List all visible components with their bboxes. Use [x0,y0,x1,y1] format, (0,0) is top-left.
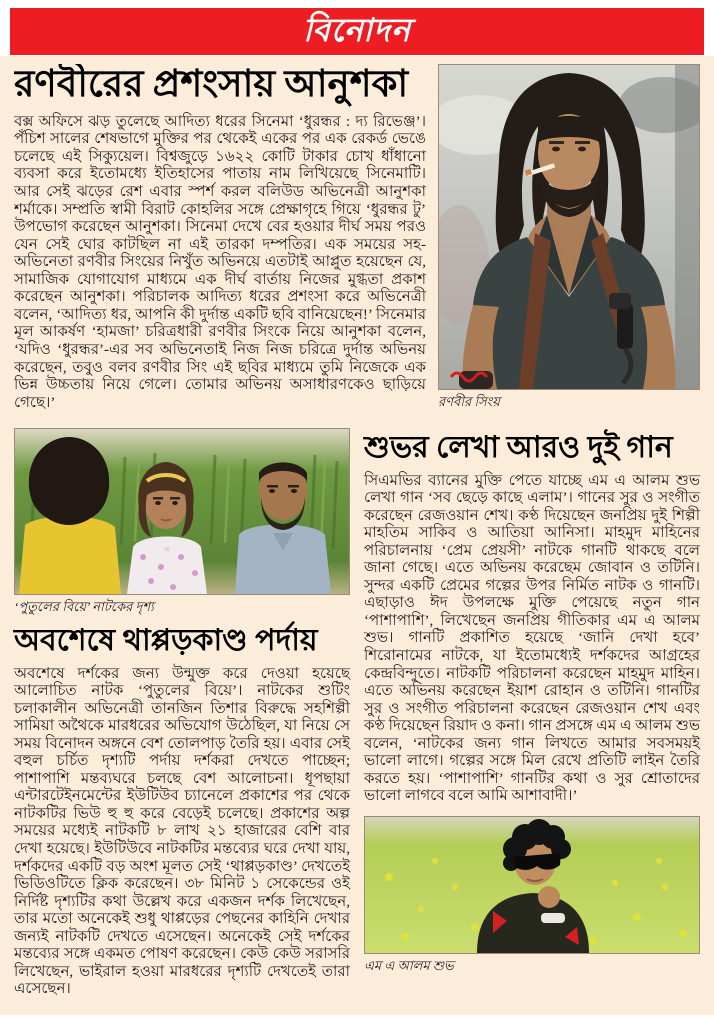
article-anushka-body: বক্স অফিসে ঝড় তুলেছে আদিত্য ধরের সিনেমা ‘ধুরন্ধর : দ্য রিভেঞ্জ’। পঁচিশ সালের শেষভাগে মুক্তির পর থেকেই একের পর এক রেকর্ড ভেঙে চলেছে এই সিক্যুয়েল। বিশ্বজুড়ে ১৬২২ কোটি টাকার চোখ ধাঁধানো ব্যবসা করে ইতোমধ্যে ইতিহাসের পাতায় নাম লিখিয়েছে সিনেমাটি। আর সেই ঝড়ের রেশ এবার স্পর্শ করল বলিউড অভিনেত্রী আনুশকা শর্মাকে। সম্প্রতি স্বামী বিরাট কোহলির সঙ্গে প্রেক্ষাগৃহে গিয়ে ‘ধুরন্ধর টু’ উপভোগ করেছেন আনুশকা। সিনেমা দেখে বের হওয়ার দীর্ঘ সময় পরও যেন সেই ঘোর কাটছিল না এই তারকা দম্পতির। এক সময়ের সহ-অভিনেতা রণবীর সিংয়ের নিখুঁত অভিনয়ে এতটাই আপ্লুত হয়েছেন যে, সামাজিক যোগাযোগ মাধ্যমে এক দীর্ঘ বার্তায় নিজের মুগ্ধতা প্রকাশ করেছেন আনুশকা। পরিচালক আদিত্য ধরের প্রশংসা করে অভিনেত্রী বলেন, ‘আদিত্য ধর, আপনি কী দুর্দান্ত একটি ছবি বানিয়েছেন!’ সিনেমার মূল আকর্ষণ ‘হামজা’ চরিত্রধারী রণবীর সিংকে নিয়ে আনুশকা বলেন, ‘যদিও ‘ধুরন্ধর’-এর সব অভিনেতাই নিজ নিজ চরিত্রে দুর্দান্ত অভিনয় করেছেন, তবুও বলব রণবীর সিং এই ছবির মাধ্যমে তুমি নিজেকে এক ভিন্ন উচ্চতায় নিয়ে গেলে। তোমার অভিনয় অসাধারণকেও ছাড়িয়ে গেছে।’ [14,113,426,411]
article-thappor-headline: অবশেষে থাপ্পড়কাণ্ড পর্দায় [14,624,318,657]
ranveer-photo [438,64,700,390]
putul-photo-caption: ‘পুতুলের বিয়ে’ নাটকের দৃশ্য [14,599,154,614]
shuvo-photo [364,816,700,954]
article-shuvo-headline: শুভর লেখা আরও দুই গান [364,431,673,464]
article-anushka-headline: রণবীরের প্রশংসায় আনুশকা [14,64,409,105]
putul-photo-figure [14,428,350,619]
shuvo-photo-caption: এম এ আলম শুভ [364,957,454,973]
page-content [0,56,714,1015]
article-thappor [14,428,350,999]
shuvo-photo-illustration [365,817,699,953]
article-thappor-body: অবশেষে দর্শকের জন্য উন্মুক্ত করে দেওয়া হয়েছে আলোচিত নাটক ‘পুতুলের বিয়ে’। নাটকের শুটিং চলাকালীন অভিনেত্রী তানজিন তিশার বিরুদ্ধে সহশিল্পী সামিয়া অথৈকে মারধরের অভিযোগ উঠেছিল, যা নিয়ে সে সময় বিনোদন অঙ্গনে বেশ তোলপাড় তৈরি হয়। এবার সেই বহুল চর্চিত দৃশ্যটি পর্দায় দর্শকরা দেখতে পাচ্ছেন; পাশাপাশি মন্তব্যঘরে চলছে বেশ আলোচনা। ধূপছায়া এন্টারটেইনমেন্টের ইউটিউব চ্যানেলে প্রকাশের পর থেকে নাটকটির ভিউ হু হু করে বেড়েই চলেছে। প্রকাশের অল্প সময়ের মধ্যেই নাটকটি ৮ লাখ ২১ হাজারের বেশি বার দেখা হয়েছে। ইউটিউবে নাটকটির মন্তব্যের ঘরে দেখা যায়, দর্শকদের একটি বড় অংশ মূলত সেই ‘থাপ্পড়কাণ্ড’ দেখতেই ভিডিওটিতে ক্লিক করেছেন। ৩৮ মিনিট ১ সেকেন্ডের ওই নির্দিষ্ট দৃশ্যটির কথা উল্লেখ করে একজন দর্শক লিখেছেন, তার মতো অনেকেই শুধু থাপ্পড়ের পেছনের কাহিনি দেখার জন্যই নাটকটি দেখতে এসেছেন। অনেকেই সেই দর্শকের মন্তব্যের সঙ্গে একমত পোষণ করেছেন। কেউ কেউ সরাসরি লিখেছেন, ভাইরাল হওয়া মারধরের দৃশ্যটি দেখতেই তারা এসেছেন। [14,665,350,998]
article-anushka [14,64,700,416]
putul-photo-illustration [15,429,349,594]
article-shuvo-body: সিএমভির ব্যানের মুক্তি পেতে যাচ্ছে এম এ আলম শুভ লেখা গান ‘সব ছেড়ে কাছে এলাম’। গানের সুর ও সংগীত করেছেন রেজওয়ান শেখ। কণ্ঠ দিয়েছেন জনপ্রিয় দুই শিল্পী মাহতিম সাকিব ও আতিয়া আনিসা। মাহমুদ মাহিনের পরিচালনায় ‘প্রেম প্রেয়সী’ নাটকে গানটি থাকছে বলে জানা গেছে। এতে অভিনয় করেছেম জোবান ও তটিনি। সুন্দর একটি প্রেমের গল্পের উপর নির্মিত নাটক ও গানটি। এছাড়াও ঈদ উপলক্ষে মুক্তি পেয়েছে নতুন গান ‘পাশাপাশি’, লিখেছেন জনপ্রিয় গীতিকার এম এ আলম শুভ। গানটি প্রকাশিত হয়েছে ‘জানি দেখা হবে’ শিরোনামের নাটকে, যা ইতোমধ্যেই দর্শকদের আগ্রহের কেন্দ্রবিন্দুতে। নাটকটি পরিচালনা করেছেন মাহমুদ মাহিন। এতে অভিনয় করেছেন ইয়াশ রোহান ও তটিনি। গানটির সুর ও সংগীত পরিচালনা করেছেন রেজওয়ান শেখ এবং কণ্ঠ দিয়েছেন রিয়াদ ও কনা। গান প্রসঙ্গে এম এ আলম শুভ বলেন, ‘নাটকের জন্য গান লিখতে আমার সবসময়ই ভালো লাগে। গল্পের সঙ্গে মিল রেখে প্রতিটি লাইন তৈরি করতে হয়। ‘পাশাপাশি’ গানটির কথা ও সুর শ্রোতাদের ভালো লাগবে বলে আমি আশাবাদী।’ [364,472,700,805]
section-banner [10,8,704,55]
section-title: বিনোদন [302,11,412,48]
ranveer-photo-illustration [439,65,699,389]
shuvo-photo-figure [364,816,700,978]
ranveer-photo-figure [438,64,700,414]
lower-columns [14,416,700,999]
ranveer-photo-caption: রণবীর সিংয় [438,394,500,409]
putul-photo [14,428,350,595]
article-shuvo [364,428,700,999]
